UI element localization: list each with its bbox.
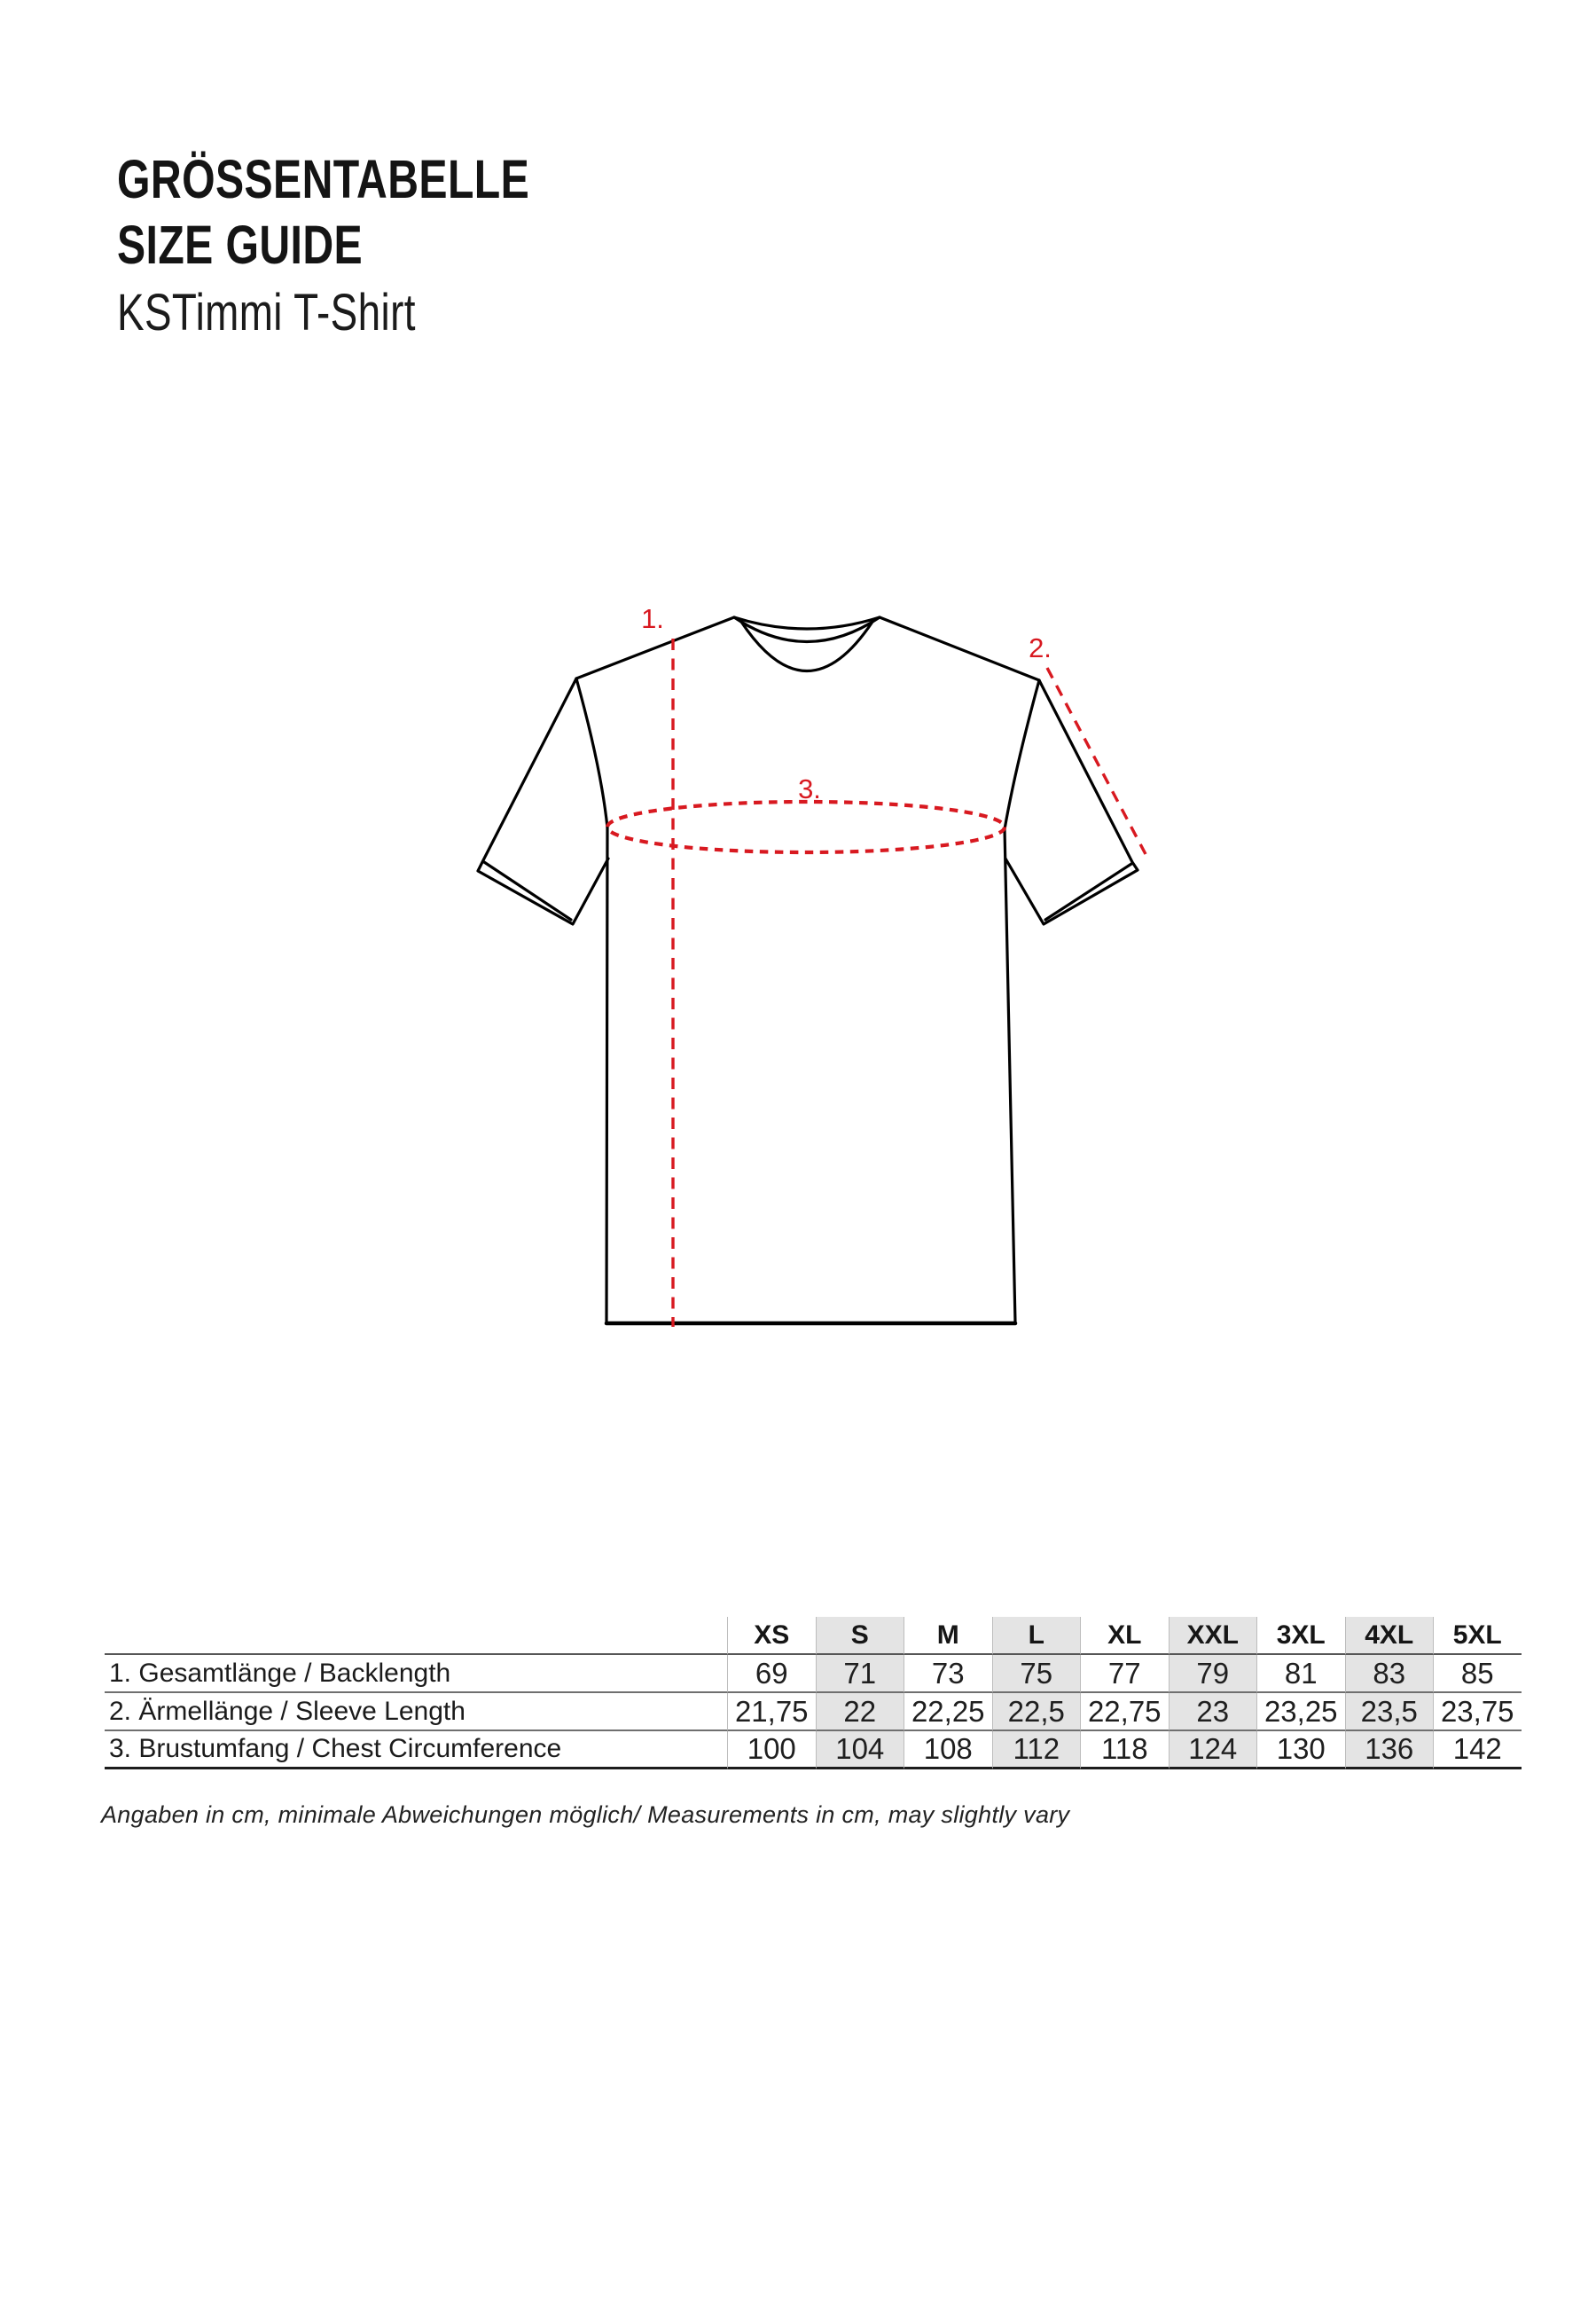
measurement-value: 21,75 xyxy=(727,1693,816,1731)
measurement-value: 104 xyxy=(816,1731,904,1769)
marker-1-label: 1. xyxy=(641,603,664,634)
measurement-value: 22,25 xyxy=(904,1693,992,1731)
measurement-value: 81 xyxy=(1256,1655,1345,1693)
measurement-value: 22,5 xyxy=(992,1693,1081,1731)
tshirt-outline xyxy=(478,617,1138,1323)
size-column-header: XS xyxy=(727,1617,816,1655)
measurement-value: 142 xyxy=(1433,1731,1522,1769)
measurement-value: 79 xyxy=(1169,1655,1257,1693)
measurement-value: 22 xyxy=(816,1693,904,1731)
size-table-corner-cell xyxy=(105,1617,727,1655)
marker-3-label: 3. xyxy=(798,773,821,804)
tshirt-diagram xyxy=(461,576,1170,1348)
measurement-value: 100 xyxy=(727,1731,816,1769)
measurement-value: 22,75 xyxy=(1080,1693,1169,1731)
title-line-2: SIZE GUIDE xyxy=(117,215,364,275)
measurement-value: 112 xyxy=(992,1731,1081,1769)
size-column-header: S xyxy=(816,1617,904,1655)
size-column-header: 4XL xyxy=(1345,1617,1434,1655)
chest-circumference-ellipse xyxy=(607,802,1005,852)
measurement-value: 136 xyxy=(1345,1731,1434,1769)
size-column-header: XXL xyxy=(1169,1617,1257,1655)
measurement-label: 3. Brustumfang / Chest Circumference xyxy=(105,1731,727,1769)
marker-2-label: 2. xyxy=(1029,632,1052,663)
measurement-value: 23,25 xyxy=(1256,1693,1345,1731)
page-title xyxy=(117,146,529,278)
title-line-1: GRÖSSENTABELLE xyxy=(117,149,530,209)
page-header xyxy=(117,146,639,341)
size-table xyxy=(105,1617,1522,1769)
measurement-value: 124 xyxy=(1169,1731,1257,1769)
measurement-value: 75 xyxy=(992,1655,1081,1693)
measurement-value: 85 xyxy=(1433,1655,1522,1693)
size-column-header: XL xyxy=(1080,1617,1169,1655)
measurement-value: 130 xyxy=(1256,1731,1345,1769)
size-column-header: M xyxy=(904,1617,992,1655)
measurement-value: 69 xyxy=(727,1655,816,1693)
size-column-header: 5XL xyxy=(1433,1617,1522,1655)
measurement-value: 73 xyxy=(904,1655,992,1693)
measurement-value: 23,75 xyxy=(1433,1693,1522,1731)
measurement-value: 23,5 xyxy=(1345,1693,1434,1731)
measurement-note: Angaben in cm, minimale Abweichungen möglich/ Measurements in cm, may slightly vary xyxy=(101,1801,1070,1828)
measurement-value: 83 xyxy=(1345,1655,1434,1693)
tshirt-diagram-svg xyxy=(461,576,1170,1348)
sleeve-length-line xyxy=(1047,668,1146,854)
measurement-value: 108 xyxy=(904,1731,992,1769)
size-column-header: L xyxy=(992,1617,1081,1655)
measurement-value: 23 xyxy=(1169,1693,1257,1731)
product-name: KSTimmi T-Shirt xyxy=(117,284,416,341)
measurement-label: 1. Gesamtlänge / Backlength xyxy=(105,1655,727,1693)
size-column-header: 3XL xyxy=(1256,1617,1345,1655)
measurement-label: 2. Ärmellänge / Sleeve Length xyxy=(105,1693,727,1731)
measurement-value: 118 xyxy=(1080,1731,1169,1769)
measurement-guides xyxy=(607,639,1146,1327)
measurement-value: 77 xyxy=(1080,1655,1169,1693)
measurement-value: 71 xyxy=(816,1655,904,1693)
